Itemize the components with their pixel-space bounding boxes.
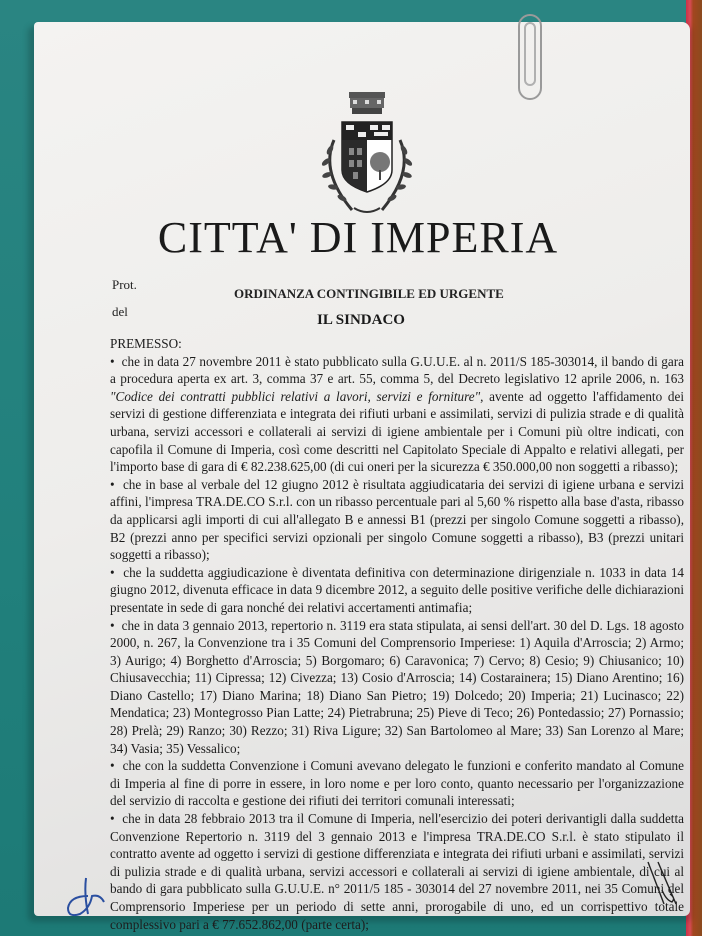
paragraph: • che con la suddetta Convenzione i Comuni avevano delegato le funzioni e conferito mandato al Comune di Imperia al fine di porre in essere, in loro nome e per loro conto, quanto necessario per l'organizzazione del servizio di raccolta e gestione dei rifiuti dei territori comunali interessati; [110,757,684,810]
handwritten-signature-icon [644,860,684,910]
date-label: del [112,304,128,319]
issuer-heading: IL SINDACO [317,312,405,328]
paragraph-text: che in data 27 novembre 2011 è stato pubblicato sulla G.U.U.E. al n. 2011/S 185-303014, il bando di gara a procedura aperta ex art. 3, comma 37 e art. 55, comma 5, del Decreto legislativo 12 aprile 2006, n. 163 [110,353,684,387]
protocol-label: Prot. [112,277,137,292]
document-body [110,335,684,933]
paragraph: • che in data 3 gennaio 2013, repertorio n. 3119 era stata stipulata, ai sensi dell'art. 30 del D. Lgs. 18 agosto 2000, n. 267, la Convenzione tra i 35 Comuni del Comprensorio Imperiese: 1) Aquila d'Arroscia; 2) Armo; 3) Aurigo; 4) Borghetto d'Arroscia; 5) Borgomaro; 6) Caravonica; 7) Cervo; 8) Cesio; 9) Chiusanico; 10) Chiusavecchia; 11) Cipressa; 12) Civezza; 13) Cosio d'Arroscia; 14) Costarainera; 15) Diano Arentino; 16) Diano Castello; 17) Diano Marina; 18) Diano San Pietro; 19) Dolcedo; 20) Imperia; 21) Lucinasco; 22) Mendatica; 23) Montegrosso Pian Latte; 24) Pietrabruna; 25) Pieve di Teco; 26) Pontedassio; 27) Pornassio; 28) Prelà; 29) Ranzo; 30) Rezzo; 31) Riva Ligure; 32) San Bartolomeo al Mare; 33) San Lorenzo al Mare; 34) Vasia; 35) Vessalico; [110,617,684,758]
coat-of-arms-icon [312,92,422,222]
paragraph: • che in data 28 febbraio 2013 tra il Comune di Imperia, nell'esercizio dei poteri derivantigli dalla suddetta Convenzione Repertorio n. 3119 del 3 gennaio 2013 e l'impresa TRA.DE.CO S.r.l. è stato stipulato il contratto avente ad oggetto i servizi di gestione differenziata e integrata dei rifiuti urbani e assimilati, servizi di pulizia strade e di qualità urbana, servizi accessori e collaterali ai servizi di igiene ambientale, di cui al bando di gara pubblicato sulla G.U.U.E. n° 2011/5 185 - 303014 del 27 novembre 2011, nei 35 Comuni del Comprensorio Imperiese per un periodo di sette anni, prorogabile di uno, ed un corrispettivo totale complessivo pari a € 77.652.862,00 (parte certa); [110,810,684,933]
section-heading: PREMESSO: [110,336,182,351]
paragraph-citation: "Codice dei contratti pubblici relativi a lavori, servizi e forniture" [110,388,481,404]
handwritten-initial-icon [64,874,114,924]
paragraph-text: , avente ad oggetto l'affidamento dei servizi di gestione differenziata e integrata dei rifiuti urbani e assimilati, servizi di pulizia strade e di qualità urbana, servizi accessori e collaterali ai servizi di igiene ambientale per i Comuni più oltre indicati, con capofila il Comune di Imperia, così come descritti nel Capitolato Speciale di Appalto e relativi allegati, per l'importo base di gara di € 82.238.625,00 (di cui oneri per la sicurezza € 350.000,00 non soggetti a ribasso); [110,388,684,475]
paragraph: • che in base al verbale del 12 giugno 2012 è risultata aggiudicataria dei servizi di igiene urbana e servizi affini, l'impresa TRA.DE.CO S.r.l. con un ribasso percentuale pari al 5,60 % rispetto alla base d'asta, ribasso da applicarsi agli importi di cui all'allegato B e annessi B1 (prezzi per singolo Comune soggetti a ribasso), B2 (prezzi anno per specifici servizi opzionali per singolo Comune soggetti a ribasso), B3 (prezzi unitari soggetti a ribasso); [110,476,684,564]
paper-clip-icon [518,14,542,100]
ordinance-type: ORDINANZA CONTINGIBILE ED URGENTE [234,286,504,301]
paragraph [110,353,684,476]
document-page [34,22,690,932]
document-title: CITTA' DI IMPERIA [157,213,559,262]
paragraph: • che la suddetta aggiudicazione è diventata definitiva con determinazione dirigenziale n. 1033 in data 14 giugno 2012, divenuta efficace in data 9 dicembre 2012, a seguito delle positive verifiche delle dichiarazioni presentate in sede di gara nonché dei relativi accertamenti antimafia; [110,564,684,617]
